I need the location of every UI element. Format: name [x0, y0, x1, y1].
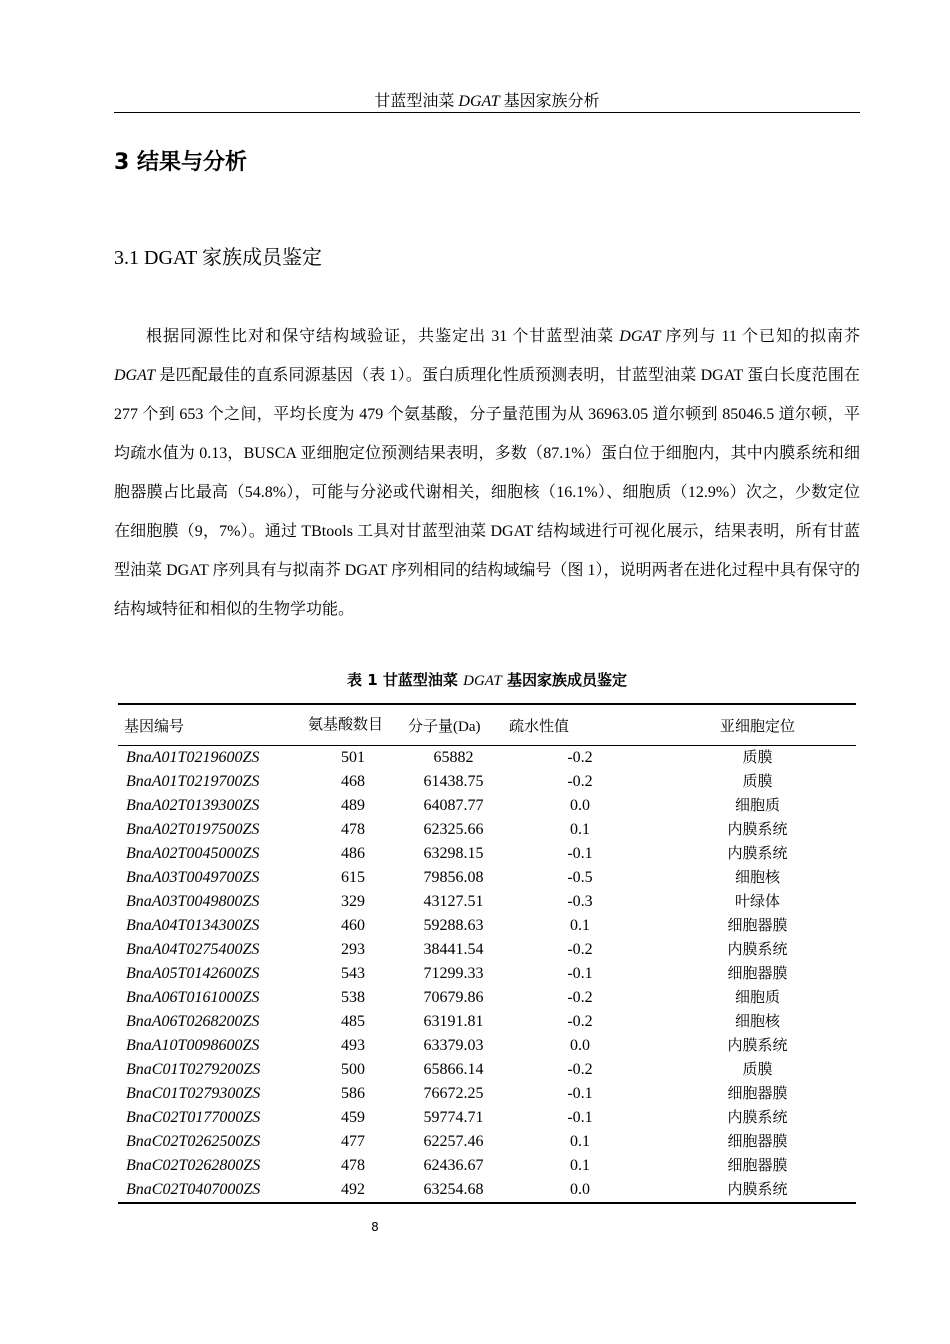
molecular-weight-cell: 59288.63 [423, 917, 484, 934]
molecular-weight-cell: 38441.54 [423, 941, 484, 958]
subcellular-location-cell: 质膜 [742, 750, 773, 766]
gene-id-cell: BnaC02T0262500ZS [126, 1133, 261, 1150]
hydrophobicity-cell: 0.1 [570, 917, 590, 934]
gene-id-cell: BnaA02T0197500ZS [126, 821, 260, 838]
subcellular-location-cell: 质膜 [742, 1062, 773, 1078]
table-row [118, 866, 856, 890]
amino-acid-count-cell: 293 [341, 941, 365, 958]
table-row [118, 1154, 856, 1178]
table-row [118, 890, 856, 914]
header-molecular-weight: 分子量(Da) [402, 704, 505, 746]
amino-acid-count-cell: 468 [341, 773, 365, 790]
amino-acid-count-cell: 500 [341, 1061, 365, 1078]
amino-acid-count-cell: 586 [341, 1085, 365, 1102]
subcellular-location-cell: 细胞核 [734, 870, 780, 886]
header-amino-acids: 氨基酸数目 [304, 704, 402, 746]
subcellular-location-cell: 内膜系统 [727, 822, 788, 838]
subcellular-location-cell: 内膜系统 [727, 1038, 788, 1054]
hydrophobicity-cell: 0.1 [570, 1133, 590, 1150]
table-row [118, 746, 856, 771]
table-caption [114, 669, 860, 692]
gene-id-cell: BnaC02T0177000ZS [126, 1109, 261, 1126]
gene-id-cell: BnaA06T0161000ZS [126, 989, 260, 1006]
amino-acid-count-cell: 501 [341, 749, 365, 766]
hydrophobicity-cell: 0.0 [570, 1037, 590, 1054]
table-row [118, 1082, 856, 1106]
molecular-weight-cell: 63298.15 [423, 845, 484, 862]
subcellular-location-cell: 细胞核 [734, 1014, 780, 1030]
table-row [118, 1010, 856, 1034]
molecular-weight-cell: 64087.77 [423, 797, 484, 814]
table-row [118, 1058, 856, 1082]
table-row [118, 938, 856, 962]
table-row [118, 914, 856, 938]
gene-id-cell: BnaA01T0219600ZS [126, 749, 260, 766]
amino-acid-count-cell: 615 [341, 869, 365, 886]
molecular-weight-cell: 65866.14 [423, 1061, 484, 1078]
molecular-weight-cell: 62325.66 [423, 821, 484, 838]
header-text-gene: DGAT [458, 93, 500, 110]
gene-id-cell: BnaC01T0279300ZS [126, 1085, 261, 1102]
table-header-row [118, 704, 856, 746]
molecular-weight-cell: 79856.08 [423, 869, 484, 886]
amino-acid-count-cell: 459 [341, 1109, 365, 1126]
molecular-weight-cell: 70679.86 [423, 989, 484, 1006]
molecular-weight-cell: 59774.71 [423, 1109, 484, 1126]
amino-acid-count-cell: 486 [341, 845, 365, 862]
subcellular-location-cell: 内膜系统 [727, 1182, 788, 1198]
molecular-weight-cell: 76672.25 [423, 1085, 484, 1102]
table-row [118, 1130, 856, 1154]
hydrophobicity-cell: -0.1 [567, 845, 593, 862]
gene-id-cell: BnaA02T0045000ZS [126, 845, 260, 862]
hydrophobicity-cell: -0.2 [567, 1061, 593, 1078]
header-text-pre: 甘蓝型油菜 [374, 93, 459, 110]
amino-acid-count-cell: 460 [341, 917, 365, 934]
molecular-weight-cell: 71299.33 [423, 965, 484, 982]
gene-id-cell: BnaA06T0268200ZS [126, 1013, 260, 1030]
amino-acid-count-cell: 485 [341, 1013, 365, 1030]
subcellular-location-cell: 细胞器膜 [727, 966, 788, 982]
gene-id-cell: BnaA10T0098600ZS [126, 1037, 260, 1054]
molecular-weight-cell: 61438.75 [423, 773, 484, 790]
hydrophobicity-cell: -0.3 [567, 893, 593, 910]
hydrophobicity-cell: -0.2 [567, 1013, 593, 1030]
table-row [118, 986, 856, 1010]
subcellular-location-cell: 内膜系统 [727, 846, 788, 862]
header-rule [114, 112, 860, 113]
caption-pre: 表 1 甘蓝型油菜 [347, 671, 464, 689]
table-row [118, 1178, 856, 1203]
molecular-weight-cell: 63254.68 [423, 1181, 484, 1198]
hydrophobicity-cell: -0.5 [567, 869, 593, 886]
gene-id-cell: BnaA01T0219700ZS [126, 773, 260, 790]
amino-acid-count-cell: 543 [341, 965, 365, 982]
running-header [114, 92, 860, 112]
molecular-weight-cell: 43127.51 [423, 893, 484, 910]
subcellular-location-cell: 细胞器膜 [727, 918, 788, 934]
header-text-post: 基因家族分析 [499, 93, 600, 110]
subcellular-location-cell: 细胞器膜 [727, 1086, 788, 1102]
hydrophobicity-cell: -0.2 [567, 941, 593, 958]
hydrophobicity-cell: -0.2 [567, 773, 593, 790]
molecular-weight-cell: 65882 [433, 749, 474, 766]
subcellular-location-cell: 叶绿体 [734, 894, 780, 910]
subsection-title: 3.1 DGAT 家族成员鉴定 [114, 247, 322, 269]
subcellular-location-cell: 细胞质 [734, 990, 780, 1006]
paragraph-part-3: 是匹配最佳的直系同源基因（表 1）。蛋白质理化性质预测表明，甘蓝型油菜 DGAT 蛋白长度范围在 277 个到 653 个之间，平均长度为 479 个氨基酸，分子量范围为从 36963.05 道尔顿到 85046.5 道尔顿，平均疏水值为 0.13，BUSCA 亚细胞定位预测结果表明，多数（87.1%）蛋白位于细胞内，其中内膜系统和细胞器膜占比最高（54.8%），可能与分泌或代谢相关，细胞核（16.1%）、细胞质（12.9%）次之，少数定位在细胞膜（9，7%）。通过 TBtools 工具对甘蓝型油菜 DGAT 结构域进行可视化展示，结果表明，所有甘蓝型油菜 DGAT 序列具有与拟南芥 DGAT 序列相同的结构域编号（图 1），说明两者在进化过程中具有保守的结构域特征和相似的生物学功能。 [114, 367, 860, 618]
paragraph-gene-1: DGAT [619, 328, 661, 345]
caption-post: 基因家族成员鉴定 [501, 671, 627, 689]
gene-id-cell: BnaC01T0279200ZS [126, 1061, 261, 1078]
molecular-weight-cell: 63379.03 [423, 1037, 484, 1054]
header-subcellular-location: 亚细胞定位 [615, 704, 856, 746]
amino-acid-count-cell: 492 [341, 1181, 365, 1198]
table-row [118, 1106, 856, 1130]
table-row [118, 962, 856, 986]
gene-id-cell: BnaC02T0407000ZS [126, 1181, 261, 1198]
hydrophobicity-cell: -0.1 [567, 965, 593, 982]
hydrophobicity-cell: -0.1 [567, 1085, 593, 1102]
gene-id-cell: BnaA03T0049800ZS [126, 893, 260, 910]
paragraph-part-2: 序列与 11 个已知的拟南芥 [660, 328, 860, 345]
gene-id-cell: BnaA05T0142600ZS [126, 965, 260, 982]
caption-gene: DGAT [463, 673, 502, 689]
gene-id-cell: BnaA04T0134300ZS [126, 917, 260, 934]
amino-acid-count-cell: 329 [341, 893, 365, 910]
hydrophobicity-cell: 0.0 [570, 797, 590, 814]
gene-id-cell: BnaA02T0139300ZS [126, 797, 260, 814]
hydrophobicity-cell: 0.1 [570, 1157, 590, 1174]
section-title: 3 结果与分析 [114, 150, 247, 175]
table-row [118, 1034, 856, 1058]
subcellular-location-cell: 内膜系统 [727, 1110, 788, 1126]
table-row [118, 842, 856, 866]
hydrophobicity-cell: -0.1 [567, 1109, 593, 1126]
subcellular-location-cell: 内膜系统 [727, 942, 788, 958]
body-paragraph [114, 317, 860, 629]
table-row [118, 818, 856, 842]
header-hydrophobicity: 疏水性值 [505, 704, 615, 746]
subcellular-location-cell: 质膜 [742, 774, 773, 790]
amino-acid-count-cell: 477 [341, 1133, 365, 1150]
amino-acid-count-cell: 538 [341, 989, 365, 1006]
gene-id-cell: BnaC02T0262800ZS [126, 1157, 261, 1174]
subcellular-location-cell: 细胞器膜 [727, 1134, 788, 1150]
amino-acid-count-cell: 478 [341, 1157, 365, 1174]
table-row [118, 794, 856, 818]
gene-id-cell: BnaA04T0275400ZS [126, 941, 260, 958]
subcellular-location-cell: 细胞质 [734, 798, 780, 814]
amino-acid-count-cell: 489 [341, 797, 365, 814]
molecular-weight-cell: 62257.46 [423, 1133, 484, 1150]
molecular-weight-cell: 63191.81 [423, 1013, 484, 1030]
paragraph-gene-2: DGAT [114, 367, 156, 384]
hydrophobicity-cell: 0.0 [570, 1181, 590, 1198]
amino-acid-count-cell: 493 [341, 1037, 365, 1054]
hydrophobicity-cell: -0.2 [567, 989, 593, 1006]
hydrophobicity-cell: -0.2 [567, 749, 593, 766]
gene-table [118, 703, 856, 1204]
amino-acid-count-cell: 478 [341, 821, 365, 838]
table-row [118, 770, 856, 794]
gene-id-cell: BnaA03T0049700ZS [126, 869, 260, 886]
molecular-weight-cell: 62436.67 [423, 1157, 484, 1174]
paragraph-part-1: 根据同源性比对和保守结构域验证，共鉴定出 31 个甘蓝型油菜 [146, 328, 620, 345]
table-body [118, 746, 856, 1204]
page-number: 8 [371, 1220, 379, 1234]
subcellular-location-cell: 细胞器膜 [727, 1158, 788, 1174]
header-gene-id: 基因编号 [118, 704, 304, 746]
hydrophobicity-cell: 0.1 [570, 821, 590, 838]
